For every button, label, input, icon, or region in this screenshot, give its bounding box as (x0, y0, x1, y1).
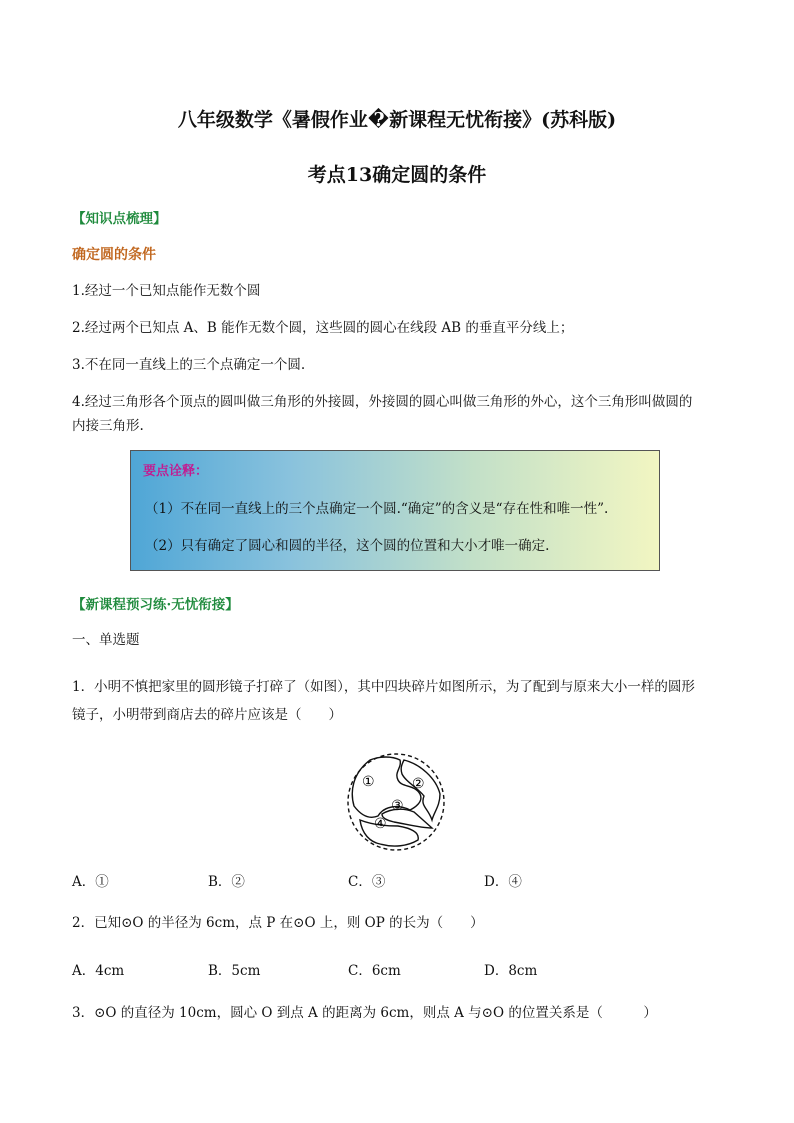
question-1-option-b[interactable]: B．② (208, 874, 245, 890)
fragment-4-outline (360, 820, 418, 846)
knowledge-point-3: 3.不在同一直线上的三个点确定一个圆. (72, 357, 306, 373)
question-2-option-a[interactable]: A．4cm (72, 963, 125, 979)
question-1-text: 1．小明不慎把家里的圆形镜子打碎了（如图），其中四块碎片如图所示，为了配到与原来大小一样的圆形 (72, 679, 695, 695)
section-single-choice: 一、单选题 (72, 632, 140, 648)
note-line-1: （1）不在同一直线上的三个点确定一个圆.“确定”的含义是“存在性和唯一性”. (145, 501, 609, 517)
fragment-label-3: ③ (391, 798, 404, 814)
knowledge-point-4: 4.经过三角形各个顶点的圆叫做三角形的外接圆，外接圆的圆心叫做三角形的外心，这个三角形叫做圆的 (72, 394, 693, 410)
fragment-label-2: ② (412, 776, 425, 792)
question-1-text-cont: 镜子，小明带到商店去的碎片应该是（ ） (72, 707, 342, 723)
question-1-option-a[interactable]: A．① (72, 874, 109, 890)
knowledge-topic: 确定圆的条件 (72, 247, 156, 263)
practice-heading: 【新课程预习练·无忧衔接】 (72, 597, 239, 613)
knowledge-point-2: 2.经过两个已知点 A、B 能作无数个圆，这些圆的圆心在线段 AB 的垂直平分线上； (72, 320, 574, 336)
question-2-option-b[interactable]: B．5cm (208, 963, 261, 979)
fragment-label-1: ① (362, 774, 375, 790)
fragment-label-4: ④ (374, 816, 387, 832)
knowledge-heading: 【知识点梳理】 (72, 211, 167, 227)
document-subtitle: 考点13确定圆的条件 (307, 164, 487, 186)
question-1-option-d[interactable]: D．④ (484, 874, 522, 890)
broken-mirror-figure (340, 748, 452, 858)
note-line-2: （2）只有确定了圆心和圆的半径，这个圆的位置和大小才唯一确定. (145, 538, 550, 554)
knowledge-point-1: 1.经过一个已知点能作无数个圆 (72, 283, 261, 299)
knowledge-point-4-cont: 内接三角形. (72, 418, 144, 434)
document-title: 八年级数学《暑假作业�新课程无忧衔接》(苏科版) (177, 109, 617, 131)
question-2-option-c[interactable]: C．6cm (348, 963, 401, 979)
note-heading: 要点诠释： (143, 464, 209, 479)
question-2-option-d[interactable]: D．8cm (484, 963, 538, 979)
question-2-text: 2．已知⊙O 的半径为 6cm，点 P 在⊙O 上，则 OP 的长为（ ） (72, 915, 484, 931)
note-box (130, 450, 660, 571)
question-3-text: 3．⊙O 的直径为 10cm，圆心 O 到点 A 的距离为 6cm，则点 A 与⊙O 的位置关系是（ ） (72, 1005, 657, 1021)
question-1-option-c[interactable]: C．③ (348, 874, 386, 890)
